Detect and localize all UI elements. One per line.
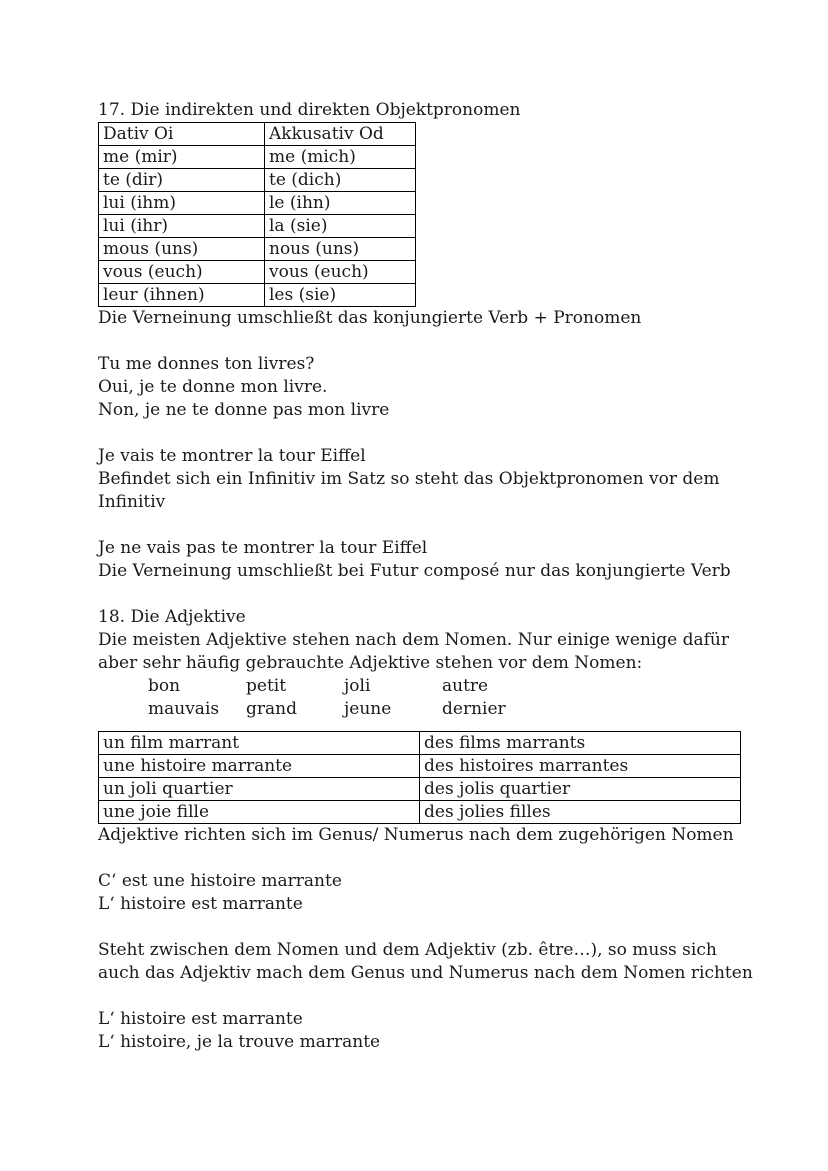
infinitive-rule-line: Infinitiv	[98, 492, 166, 512]
table-row	[99, 778, 741, 801]
table-header-row	[99, 123, 416, 146]
futur-example: Je ne vais pas te montrer la tour Eiffel	[98, 538, 428, 558]
intro-line: Die meisten Adjektive stehen nach dem Nomen. Nur einige wenige dafür	[98, 630, 730, 650]
table-cell: te (dich)	[265, 169, 416, 192]
table-cell: mous (uns)	[99, 238, 265, 261]
table-row	[99, 732, 741, 755]
adjective-word: dernier	[442, 699, 506, 719]
table-cell: les (sie)	[265, 284, 416, 307]
adjective-word: jeune	[344, 699, 392, 719]
table-cell: la (sie)	[265, 215, 416, 238]
table-cell: te (dir)	[99, 169, 265, 192]
table-cell: un film marrant	[99, 732, 420, 755]
example-line: Non, je ne te donne pas mon livre	[98, 400, 390, 420]
adjective-agreement-table	[98, 731, 741, 824]
table-row	[99, 801, 741, 824]
table-cell: des histoires marrantes	[420, 755, 741, 778]
table-row	[99, 215, 416, 238]
infinitive-example: Je vais te montrer la tour Eiffel	[98, 446, 366, 466]
table-row	[99, 192, 416, 215]
table-cell: une histoire marrante	[99, 755, 420, 778]
spacer	[98, 422, 758, 445]
spacer	[98, 583, 758, 606]
table-cell: le (ihn)	[265, 192, 416, 215]
table-row	[99, 169, 416, 192]
adjective-row	[148, 675, 758, 698]
table-cell: vous (euch)	[265, 261, 416, 284]
table-row	[99, 261, 416, 284]
example-line: C‘ est une histoire marrante	[98, 871, 342, 891]
adjective-word: petit	[246, 676, 287, 696]
table-cell: lui (ihr)	[99, 215, 265, 238]
table-row	[99, 146, 416, 169]
adjective-list	[148, 675, 758, 721]
table-cell: nous (uns)	[265, 238, 416, 261]
example-line: L‘ histoire, je la trouve marrante	[98, 1032, 381, 1052]
table-row	[99, 284, 416, 307]
table-cell: me (mir)	[99, 146, 265, 169]
table-header-dativ: Dativ Oi	[99, 123, 265, 146]
infinitive-rule-line: Befindet sich ein Infinitiv im Satz so steht das Objektpronomen vor dem	[98, 469, 720, 489]
example-line: L‘ histoire est marrante	[98, 1009, 303, 1029]
spacer	[98, 514, 758, 537]
table-cell: une joie fille	[99, 801, 420, 824]
adjective-word: joli	[344, 676, 371, 696]
etre-rule-line: Steht zwischen dem Nomen und dem Adjektiv (zb. être…), so muss sich	[98, 940, 717, 960]
object-pronoun-table	[98, 122, 416, 307]
example-line: L‘ histoire est marrante	[98, 894, 303, 914]
table-header-akkusativ: Akkusativ Od	[265, 123, 416, 146]
section-17-heading: 17. Die indirekten und direkten Objektpronomen	[98, 100, 521, 120]
adjective-word: autre	[442, 676, 489, 696]
table-cell: vous (euch)	[99, 261, 265, 284]
table-row	[99, 755, 741, 778]
spacer	[98, 330, 758, 353]
etre-rule-line: auch das Adjektiv mach dem Genus und Numerus nach dem Nomen richten	[98, 963, 753, 983]
table-cell: me (mich)	[265, 146, 416, 169]
spacer	[98, 847, 758, 870]
table-cell: des jolis quartier	[420, 778, 741, 801]
adjective-word: bon	[148, 676, 181, 696]
negation-note: Die Verneinung umschließt das konjungierte Verb + Pronomen	[98, 308, 642, 328]
futur-rule: Die Verneinung umschließt bei Futur composé nur das konjungierte Verb	[98, 561, 731, 581]
spacer	[98, 985, 758, 1008]
example-line: Oui, je te donne mon livre.	[98, 377, 328, 397]
example-line: Tu me donnes ton livres?	[98, 354, 315, 374]
document-content	[98, 99, 758, 1054]
spacer	[98, 916, 758, 939]
adjective-word: mauvais	[148, 699, 220, 719]
table-cell: leur (ihnen)	[99, 284, 265, 307]
table-row	[99, 238, 416, 261]
adjective-row	[148, 698, 758, 721]
adjective-word: grand	[246, 699, 297, 719]
agreement-rule: Adjektive richten sich im Genus/ Numerus nach dem zugehörigen Nomen	[98, 825, 734, 845]
table-cell: un joli quartier	[99, 778, 420, 801]
table-cell: des jolies filles	[420, 801, 741, 824]
section-18-heading: 18. Die Adjektive	[98, 607, 246, 627]
table-cell: des films marrants	[420, 732, 741, 755]
intro-line: aber sehr häufig gebrauchte Adjektive stehen vor dem Nomen:	[98, 653, 643, 673]
table-cell: lui (ihm)	[99, 192, 265, 215]
